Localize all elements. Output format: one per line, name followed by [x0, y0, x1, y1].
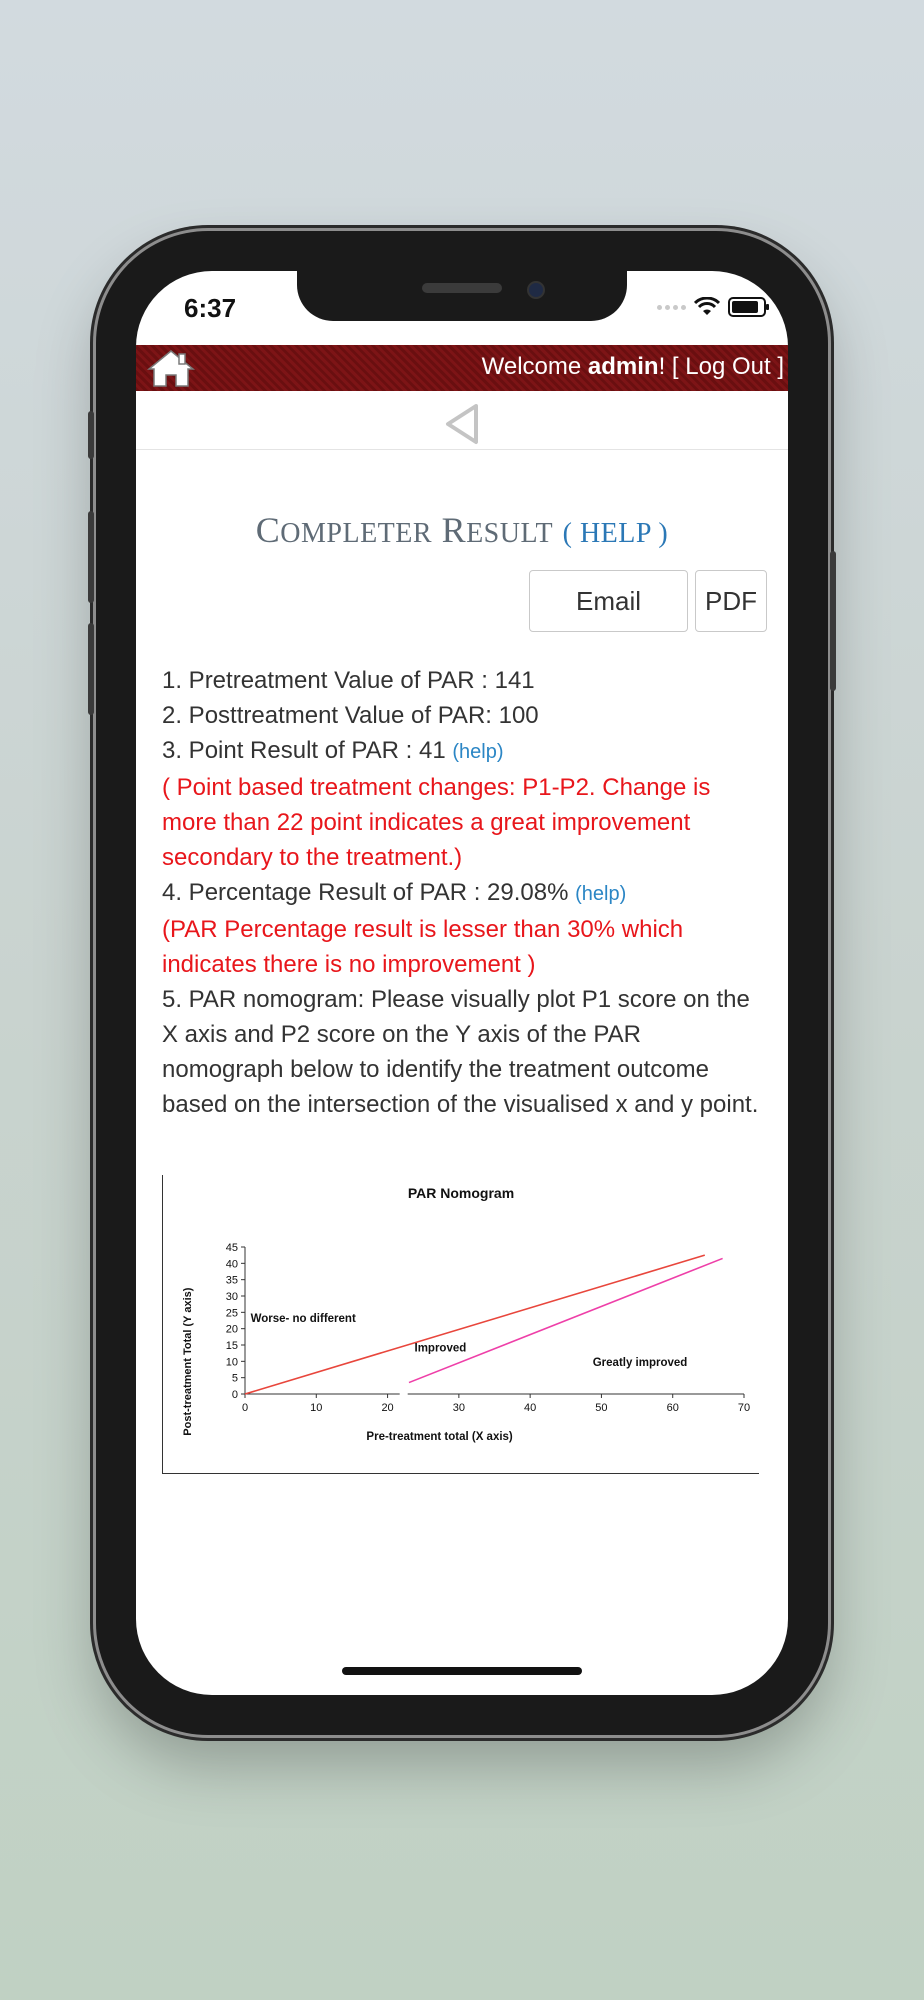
x-axis-break	[400, 1391, 408, 1399]
annotation-label: Greatly improved	[592, 1357, 688, 1370]
battery-icon	[728, 297, 766, 317]
point-result-text: 3. Point Result of PAR : 41	[162, 737, 446, 764]
pdf-button[interactable]: PDF	[695, 570, 767, 632]
x-axis-label: Pre-treatment total (X axis)	[366, 1431, 513, 1443]
status-time: 6:37	[184, 293, 237, 323]
y-axis-label: Post-treatment Total (Y axis)	[182, 1287, 194, 1436]
y-tick-label: 25	[225, 1307, 238, 1320]
y-tick-label: 30	[225, 1291, 238, 1303]
app-header	[136, 345, 788, 391]
welcome-prefix: Welcome	[481, 353, 588, 380]
nav-bar	[136, 391, 788, 450]
y-tick-label: 10	[225, 1356, 238, 1369]
speaker	[422, 283, 502, 293]
phone-frame	[96, 231, 828, 1735]
volume-up-button	[88, 511, 94, 603]
username: admin	[587, 353, 659, 380]
y-tick-label: 0	[231, 1389, 238, 1401]
title-help-link[interactable]: ( HELP )	[562, 518, 669, 549]
welcome-text	[482, 353, 784, 381]
title-c: C	[255, 510, 281, 550]
title-completer: OMPLETER	[280, 518, 433, 549]
x-tick-label: 0	[241, 1402, 249, 1414]
annotation-label: Worse- no different	[250, 1313, 356, 1326]
x-tick-label: 50	[595, 1402, 608, 1414]
x-tick-label: 10	[310, 1402, 323, 1414]
point-result-note: ( Point based treatment changes: P1-P2. Change is more than 22 point indicates a great improvement secondary to the treatment.)	[162, 774, 711, 871]
y-tick-label: 5	[231, 1372, 238, 1385]
chart-title: PAR Nomogram	[407, 1185, 515, 1201]
app-screen	[136, 271, 788, 1695]
title-r: R	[441, 510, 467, 550]
results-list	[162, 663, 762, 1122]
email-button[interactable]: Email	[529, 570, 688, 632]
y-tick-label: 40	[225, 1258, 238, 1271]
status-icons	[657, 297, 766, 317]
front-camera	[527, 281, 545, 299]
mute-switch	[88, 411, 94, 459]
x-tick-label: 70	[737, 1402, 751, 1414]
page-title	[136, 509, 788, 551]
result-item-nomogram: 5. PAR nomogram: Please visually plot P1 score on the X axis and P2 score on the Y axis of the PAR nomograph below to identify the treatment outcome based on the intersection of the visualised x and y point.	[162, 986, 759, 1118]
result-item-percentage	[162, 875, 762, 912]
percentage-result-text: 4. Percentage Result of PAR : 29.08%	[162, 879, 569, 906]
home-indicator[interactable]	[342, 1667, 582, 1675]
cellular-signal-icon	[657, 305, 686, 310]
chart-svg	[163, 1175, 759, 1473]
logout-link[interactable]: ! [ Log Out ]	[658, 353, 784, 380]
power-button	[830, 551, 836, 691]
notch	[297, 271, 627, 321]
volume-down-button	[88, 623, 94, 715]
home-icon[interactable]	[146, 347, 196, 389]
result-item-pretreatment: 1. Pretreatment Value of PAR : 141	[162, 667, 535, 694]
annotation-label: Improved	[414, 1342, 467, 1355]
x-tick-label: 40	[524, 1402, 537, 1414]
result-item-point	[162, 733, 762, 770]
par-nomogram-chart	[162, 1175, 759, 1474]
y-tick-label: 15	[225, 1340, 238, 1352]
percentage-result-note: (PAR Percentage result is lesser than 30% which indicates there is no improvement )	[162, 916, 684, 978]
y-tick-label: 35	[225, 1274, 238, 1287]
x-tick-label: 30	[452, 1402, 465, 1414]
back-arrow-icon[interactable]	[444, 403, 480, 445]
percentage-help-link[interactable]: (help)	[575, 883, 627, 905]
wifi-icon	[694, 297, 720, 317]
y-tick-label: 20	[225, 1323, 238, 1336]
point-help-link[interactable]: (help)	[452, 741, 504, 763]
result-item-posttreatment: 2. Posttreatment Value of PAR: 100	[162, 702, 539, 729]
title-result: ESULT	[466, 518, 554, 549]
x-tick-label: 60	[666, 1402, 679, 1414]
y-tick-label: 45	[225, 1242, 238, 1254]
x-tick-label: 20	[381, 1402, 394, 1414]
